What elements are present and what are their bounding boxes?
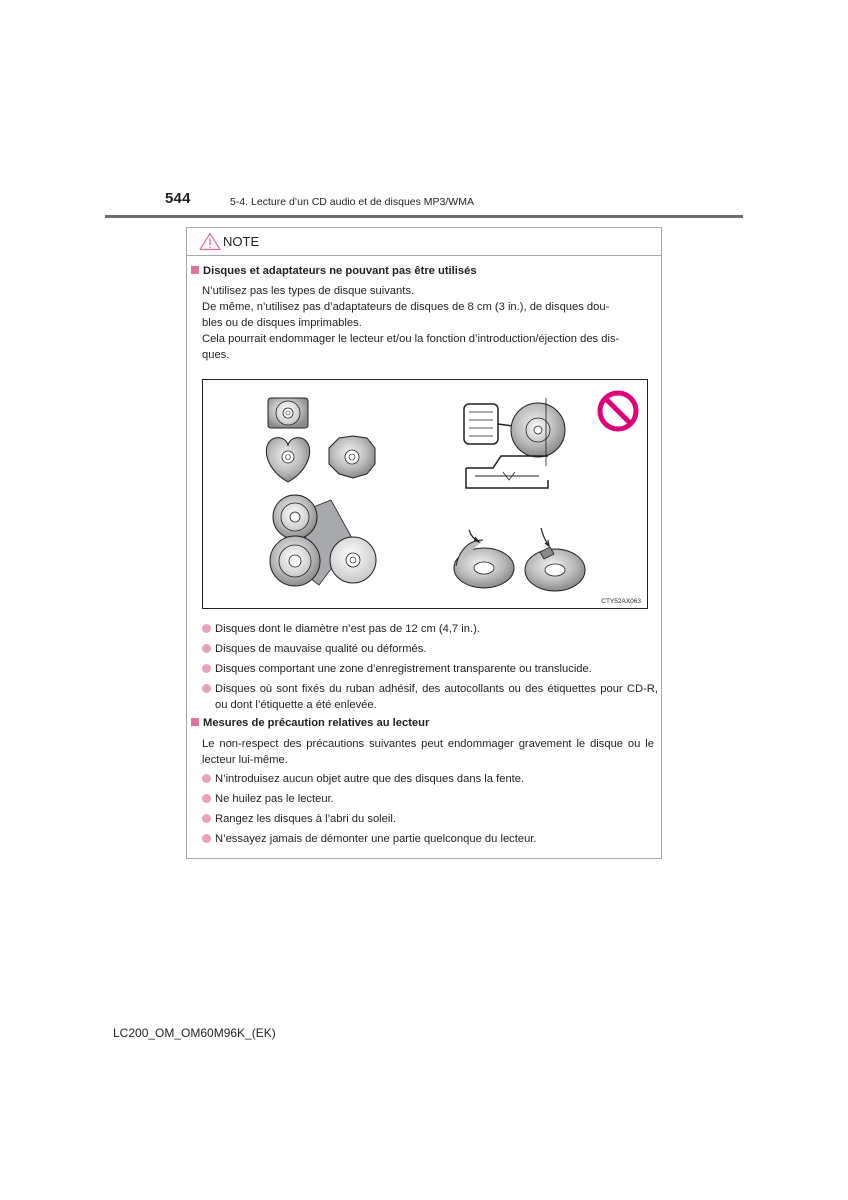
note-header bbox=[187, 228, 661, 256]
disc-illustration bbox=[202, 379, 648, 609]
para-line: bles ou de disques imprimables. bbox=[202, 317, 362, 329]
disc-illustration-svg bbox=[203, 380, 647, 608]
list-item-text: Disques dont le diamètre n’est pas de 12 cm (4,7 in.). bbox=[215, 623, 480, 635]
paragraph-player: Le non-respect des précautions suivantes peut endommager gravement le disque ou le lecteur lui-même. bbox=[202, 738, 654, 766]
list-item-text: Ne huilez pas le lecteur. bbox=[215, 793, 334, 805]
section-heading-player bbox=[191, 717, 429, 729]
figure-code: CTY52AX063 bbox=[601, 598, 641, 605]
bullet-dot-icon bbox=[202, 664, 211, 673]
bullet-dot-icon bbox=[202, 684, 211, 693]
list-item-text: Disques comportant une zone d’enregistrement transparente ou translucide. bbox=[215, 663, 592, 675]
square-disc-icon bbox=[268, 398, 308, 428]
heart-disc-icon bbox=[266, 438, 309, 482]
list-item-text: Disques de mauvaise qualité ou déformés. bbox=[215, 643, 427, 655]
para-line: ques. bbox=[202, 349, 230, 361]
list-item-text: Rangez les disques à l’abri du soleil. bbox=[215, 813, 396, 825]
octagon-disc-icon bbox=[329, 436, 375, 478]
heading-square-icon bbox=[191, 266, 199, 274]
bullet-dot-icon bbox=[202, 834, 211, 843]
list-item-text: N’introduisez aucun objet autre que des disques dans la fente. bbox=[215, 773, 525, 785]
list-item-text: N’essayez jamais de démonter une partie quelconque du lecteur. bbox=[215, 833, 537, 845]
list-item bbox=[202, 771, 658, 787]
note-box bbox=[186, 227, 662, 859]
warning-triangle-icon bbox=[199, 232, 221, 251]
bullet-dot-icon bbox=[202, 814, 211, 823]
bullet-dot-icon bbox=[202, 774, 211, 783]
taped-disc-icon bbox=[525, 528, 585, 591]
warped-disc-icon bbox=[464, 398, 565, 488]
section-heading-player-text: Mesures de précaution relatives au lecteur bbox=[203, 717, 430, 729]
list-item bbox=[202, 831, 658, 847]
list-item bbox=[202, 641, 658, 657]
header-rule bbox=[105, 215, 743, 218]
list-item bbox=[202, 621, 658, 637]
section-heading-discs bbox=[191, 265, 477, 277]
para-line: De même, n’utilisez pas d’adaptateurs de disques de 8 cm (3 in.), de disques dou- bbox=[202, 301, 610, 313]
list-item-text: Disques où sont fixés du ruban adhésif, des autocollants ou des étiquettes pour CD-R, ou dont l’étiquette a été enlevée. bbox=[215, 683, 658, 711]
para-line: Cela pourrait endommager le lecteur et/ou la fonction d’introduction/éjection des dis- bbox=[202, 333, 620, 345]
bullet-dot-icon bbox=[202, 644, 211, 653]
bullet-dot-icon bbox=[202, 624, 211, 633]
section-title: 5-4. Lecture d’un CD audio et de disques MP3/WMA bbox=[230, 196, 474, 208]
paragraph-intro bbox=[202, 283, 654, 363]
peeling-label-disc-icon bbox=[454, 530, 514, 588]
footer-code: LC200_OM_OM60M96K_(EK) bbox=[113, 1026, 276, 1040]
page-number: 544 bbox=[165, 190, 191, 207]
prohibition-icon bbox=[600, 393, 636, 429]
para-line: N’utilisez pas les types de disque suivants. bbox=[202, 285, 415, 297]
list-item bbox=[202, 681, 658, 713]
note-label: NOTE bbox=[223, 234, 260, 249]
list-item bbox=[202, 811, 658, 827]
list-item bbox=[202, 661, 658, 677]
adapter-discs-icon bbox=[270, 495, 376, 586]
list-item bbox=[202, 791, 658, 807]
section-heading-discs-text: Disques et adaptateurs ne pouvant pas être utilisés bbox=[203, 265, 477, 277]
heading-square-icon bbox=[191, 718, 199, 726]
bullet-dot-icon bbox=[202, 794, 211, 803]
